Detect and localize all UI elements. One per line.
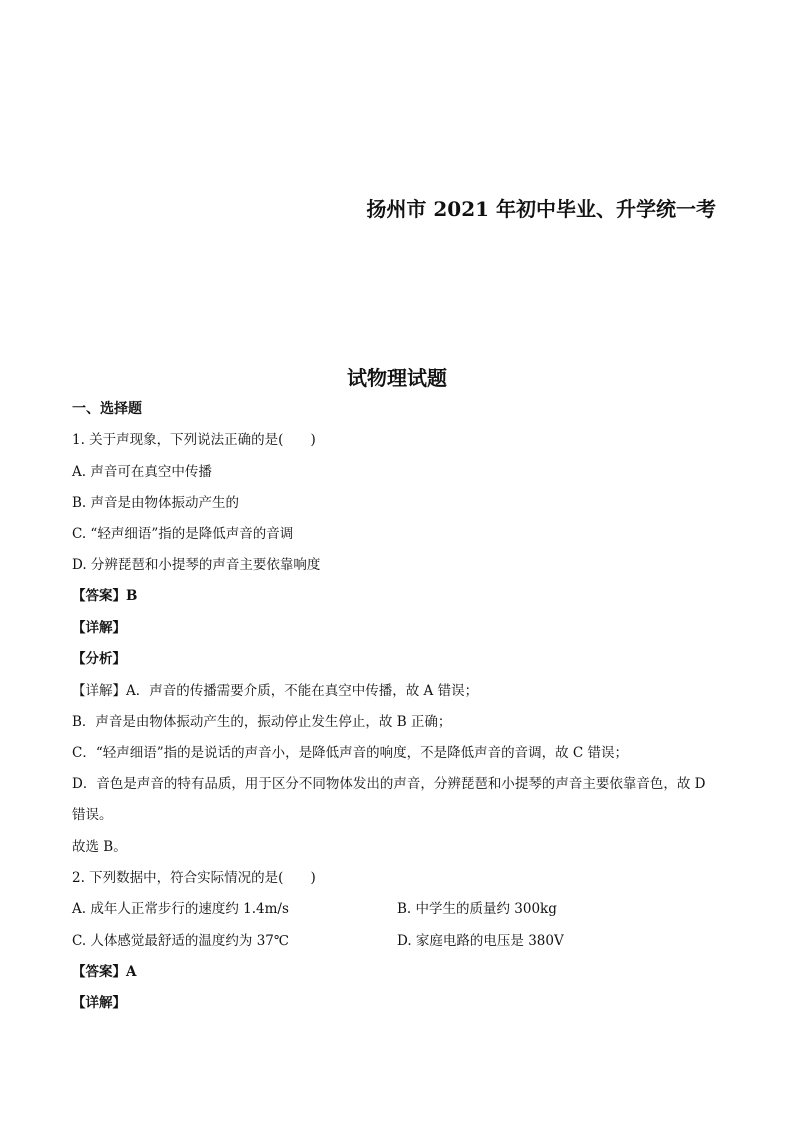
question-1-option-d: D. 分辨琵琶和小提琴的声音主要依靠响度 — [72, 557, 321, 573]
question-1-explanation-line: B．声音是由物体振动产生的，振动停止发生停止，故 B 正确； — [72, 714, 452, 730]
question-1-explanation-line: C．“轻声细语”指的是说话的声音小，是降低声音的响度，不是降低声音的音调，故 C 错误； — [72, 745, 629, 761]
question-2-answer: 【答案】A — [72, 964, 137, 980]
question-2-option-c: C. 人体感觉最舒适的温度约为 37℃ — [72, 933, 290, 949]
question-1-answer: 【答案】B — [72, 588, 138, 604]
question-1-conclusion: 故选 B。 — [72, 839, 127, 855]
question-1-option-c: C. “轻声细语”指的是降低声音的音调 — [72, 526, 294, 542]
question-2-option-b: B. 中学生的质量约 300kg — [397, 901, 557, 917]
question-1-stem: 1. 关于声现象，下列说法正确的是( ) — [72, 432, 316, 448]
question-1-option-a: A. 声音可在真空中传播 — [72, 464, 212, 480]
question-2-stem: 2. 下列数据中，符合实际情况的是( ) — [72, 870, 316, 886]
question-1-analysis-tag: 【分析】 — [72, 651, 126, 667]
question-1-detail-tag: 【详解】 — [72, 620, 126, 636]
document-title: 扬州市 2021 年初中毕业、升学统一考 — [366, 197, 716, 221]
question-1-explanation-line: D．音色是声音的特有品质，用于区分不同物体发出的声音，分辨琵琶和小提琴的声音主要依靠音色，故 D — [72, 776, 706, 792]
question-2-option-a: A. 成年人正常步行的速度约 1.4m/s — [72, 901, 289, 917]
document-subtitle: 试物理试题 — [347, 366, 447, 390]
question-2-detail-tag: 【详解】 — [72, 995, 126, 1011]
question-1-explanation-line: 【详解】A．声音的传播需要介质，不能在真空中传播，故 A 错误； — [72, 683, 479, 699]
question-1-option-b: B. 声音是由物体振动产生的 — [72, 495, 240, 511]
section-heading: 一、选择题 — [72, 401, 142, 417]
question-1-explanation-line: 错误。 — [72, 807, 113, 823]
question-2-option-d: D. 家庭电路的电压是 380V — [397, 933, 564, 949]
